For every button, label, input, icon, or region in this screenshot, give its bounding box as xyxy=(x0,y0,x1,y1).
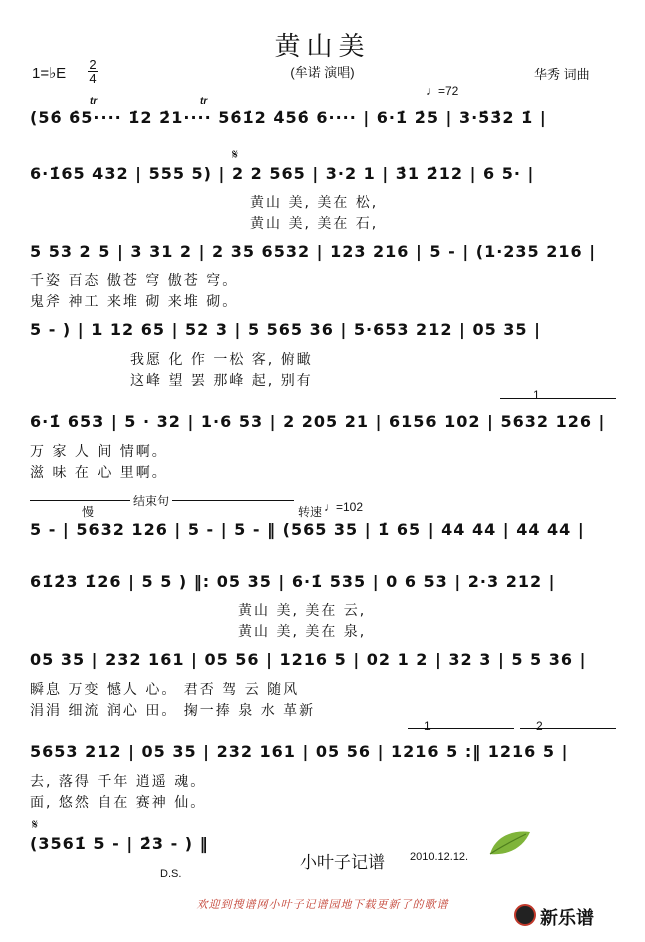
ending-phrase-label: 结束句 xyxy=(130,492,172,509)
leaf-icon xyxy=(486,828,532,858)
lyrics-row-5-verse-2: 滋 味 在 心 里啊。 xyxy=(30,465,168,481)
tempo-marking: ♩=72 xyxy=(426,84,459,98)
score-row-5: 6·1̇ 653 | 5 · 32 | 1·6 53 | 2 205 21 | 6156 102 | 5632 126 | xyxy=(30,412,606,431)
lyrics-row-8-verse-1: 瞬息 万变 憾人 心。 君否 驾 云 随风 xyxy=(30,682,300,698)
lyrics-row-4-verse-2: 这峰 望 罢 那峰 起, 别有 xyxy=(130,373,313,389)
lyrics-row-7-verse-1: 黄山 美, 美在 云, xyxy=(238,603,367,619)
meter-bottom: 4 xyxy=(89,71,97,86)
lyrics-row-5-verse-1: 万 家 人 间 情啊。 xyxy=(30,444,168,460)
score-row-10: (3561̇ 5 - | 2̇3 - ) ‖ xyxy=(30,834,209,853)
tempo-change-value: ♩=102 xyxy=(324,500,364,514)
segno-icon-end: 𝄋 xyxy=(32,816,39,832)
score-row-8: 05 35 | 232 161 | 05 56 | 1216 5 | 02 1 2 | 32 3 | 5 5 36 | xyxy=(30,650,587,669)
song-title: 黄山美 xyxy=(274,32,371,62)
lyrics-row-3-verse-1: 千姿 百态 傲苍 穹 傲苍 穹。 xyxy=(30,273,239,289)
segno-icon: 𝄋 xyxy=(232,146,239,162)
volta-bracket-1-top: 1 xyxy=(533,388,540,402)
score-row-6: 5 - | 5632 126 | 5 - | 5 - ‖ (565 35 | 1̇ 65 | 44 44 | 44 44 | xyxy=(30,520,585,539)
lyrics-row-4-verse-1: 我愿 化 作 一松 客, 俯瞰 xyxy=(130,352,313,368)
lyrics-row-2-verse-2: 黄山 美, 美在 石, xyxy=(250,216,379,232)
score-row-3: 5 53 2 5 | 3 31 2 | 2 35 6532 | 123 216 | 5 - | (1·235 216 | xyxy=(30,242,597,261)
credit-text: 华秀 词曲 xyxy=(534,67,590,82)
volta-bracket-2: 2 xyxy=(536,719,543,733)
performer-subtitle: (牟诺 演唱) xyxy=(290,65,355,80)
score-row-2: 6·1̇65 432 | 555 5) | 2 2 565 | 3·2 1 | 3̇1 2̇12 | 6 5· | xyxy=(30,164,535,183)
trill-mark-2: tr xyxy=(200,96,208,107)
lyrics-row-7-verse-2: 黄山 美, 美在 泉, xyxy=(238,624,367,640)
lyrics-row-2-verse-1: 黄山 美, 美在 松, xyxy=(250,195,379,211)
lyrics-row-9-verse-2: 面, 悠然 自在 赛神 仙。 xyxy=(30,795,207,811)
transcription-date: 2010.12.12. xyxy=(410,851,469,863)
score-row-1: (56̇ 6̇5···· 1̇2 2̇1···· 56̇1̇2 4̇56̇ 6···· | 6·1̇ 2̇5 | 3·5̇3̇2 1̇ | xyxy=(30,108,547,127)
brand-logo-text: 新乐谱 xyxy=(540,908,594,928)
key-signature: 1=♭E xyxy=(32,65,67,82)
lyrics-row-8-verse-2: 涓涓 细流 润心 田。 掬一捧 泉 水 革新 xyxy=(30,703,316,719)
meter-top: 2 xyxy=(89,57,97,72)
tempo-change-label: 转速 xyxy=(298,505,323,519)
welcome-banner: 欢迎到搜谱网小叶子记谱园地下载更新了的歌谱 xyxy=(196,898,449,911)
music-disc-icon xyxy=(514,904,536,926)
trill-mark-1: tr xyxy=(90,96,98,107)
da-segno-marking: D.S. xyxy=(160,868,182,880)
lyrics-row-3-verse-2: 鬼斧 神工 来堆 砌 来堆 砌。 xyxy=(30,294,239,310)
slow-marking: 慢 xyxy=(82,505,95,519)
score-row-4: 5 - ) | 1 12 65 | 52 3 | 5 565 36 | 5·653 212 | 05 35 | xyxy=(30,320,541,339)
score-row-7: 61̇2̇3 1̇26 | 5 5 ) ‖: 05 35 | 6·1̇ 535 | 0 6 53 | 2·3 212 | xyxy=(30,572,556,591)
transcriber-signoff: 小叶子记谱 xyxy=(300,853,385,873)
lyrics-row-9-verse-1: 去, 落得 千年 逍遥 魂。 xyxy=(30,774,207,790)
time-signature xyxy=(88,58,98,85)
volta-bracket-1: 1 xyxy=(424,719,431,733)
score-row-9: 5653 212 | 05 35 | 232 161 | 05 56 | 1216 5 :‖ 1216 5 | xyxy=(30,742,569,761)
